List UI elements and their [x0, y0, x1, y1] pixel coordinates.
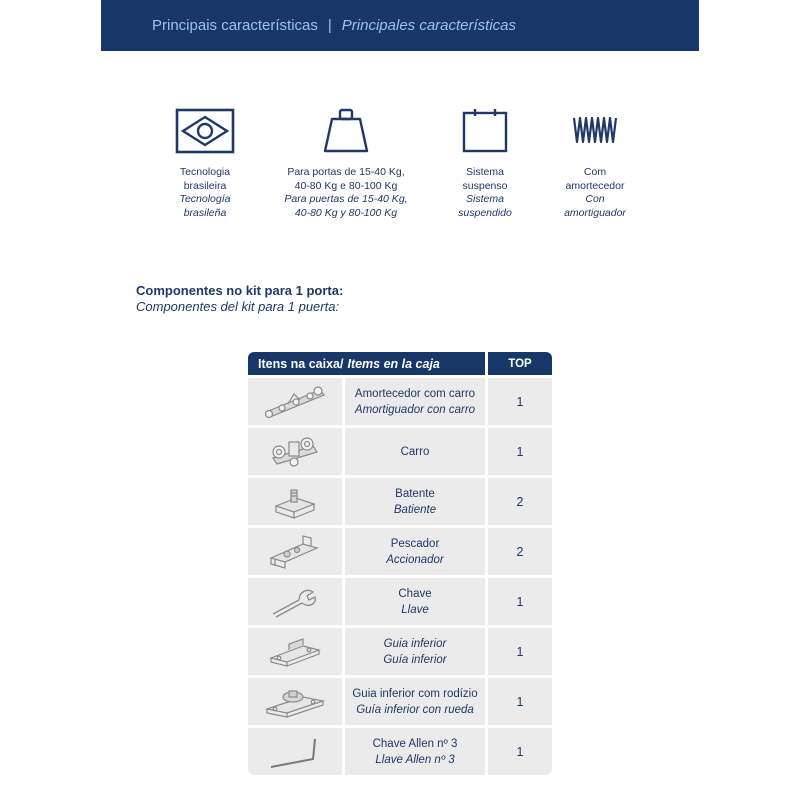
item-name [345, 578, 485, 625]
item-name-es: Guía inferior [383, 653, 447, 666]
feature-label-pt-2: amortecedor [565, 179, 625, 192]
item-name [345, 528, 485, 575]
kit-title-pt: Componentes no kit para 1 porta: [136, 283, 344, 298]
item-quantity: 1 [488, 628, 552, 675]
feature-damper [555, 108, 635, 220]
item-name [345, 678, 485, 725]
feature-label-es-1: Para puertas de 15-40 Kg, [284, 193, 408, 205]
item-name-es: Llave [401, 603, 429, 616]
banner-title-es: Principales características [341, 17, 517, 34]
item-name-pt: Chave Allen nº 3 [372, 737, 458, 750]
bottom-guide-wheel-image [248, 678, 342, 725]
item-name [345, 728, 485, 775]
feature-label-es-1: Sistema [466, 193, 504, 205]
table-row [248, 578, 552, 625]
feature-label-pt-2: suspenso [462, 179, 508, 192]
item-name-es: Guía inferior con rueda [356, 703, 474, 716]
feature-label-pt-2: brasileira [183, 179, 227, 192]
brazil-flag-icon [175, 108, 235, 154]
feature-suspended [444, 108, 526, 220]
item-name-es: Batiente [393, 503, 437, 516]
item-name-pt: Guia inferior com rodízio [352, 687, 478, 700]
components-table [248, 352, 552, 775]
item-quantity: 1 [488, 728, 552, 775]
banner-title [152, 17, 516, 34]
feature-label-es-1: Con [585, 193, 605, 205]
carriage-image [248, 428, 342, 475]
suspended-system-icon [461, 108, 509, 154]
stopper-image [248, 478, 342, 525]
table-row [248, 628, 552, 675]
kit-title-es: Componentes del kit para 1 puerta: [136, 299, 340, 314]
item-quantity: 1 [488, 378, 552, 425]
item-quantity: 2 [488, 478, 552, 525]
item-quantity: 1 [488, 428, 552, 475]
kit-components-title [136, 283, 343, 315]
feature-label-pt-2: 40-80 Kg e 80-100 Kg [294, 179, 398, 192]
feature-label-es-2: amortiguador [564, 206, 626, 219]
banner-title-pt: Principais características [152, 17, 318, 34]
feature-technology [160, 108, 250, 220]
bottom-guide-image [248, 628, 342, 675]
header-banner [101, 0, 699, 51]
item-quantity: 2 [488, 528, 552, 575]
header-items-pt: Itens na caixa/ [258, 356, 344, 371]
feature-label-es-1: Tecnología [179, 193, 231, 205]
item-name-es: Llave Allen nº 3 [375, 753, 455, 766]
banner-separator: | [327, 17, 332, 34]
feature-label-es-2: suspendido [458, 206, 512, 219]
weight-icon [322, 108, 370, 154]
item-quantity: 1 [488, 578, 552, 625]
item-name-pt: Amortecedor com carro [354, 387, 476, 400]
feature-label-pt-1: Com [583, 166, 607, 178]
header-items-es: Items en la caja [347, 356, 440, 371]
item-name-pt: Chave [398, 587, 432, 600]
damper-with-carriage-image [248, 378, 342, 425]
allen-key-image [248, 728, 342, 775]
table-row [248, 378, 552, 425]
table-row [248, 728, 552, 775]
feature-label-pt-1: Sistema [466, 166, 504, 178]
item-name-es: Accionador [386, 553, 444, 566]
feature-label-pt-1: Para portas de 15-40 Kg, [287, 166, 405, 178]
item-name-pt: Batente [395, 487, 435, 500]
table-row [248, 678, 552, 725]
header-items [248, 352, 485, 375]
catcher-image [248, 528, 342, 575]
item-name [345, 428, 485, 475]
item-name [345, 478, 485, 525]
feature-weight [275, 108, 417, 220]
item-quantity: 1 [488, 678, 552, 725]
wrench-image [248, 578, 342, 625]
item-name [345, 628, 485, 675]
table-row [248, 478, 552, 525]
header-top: TOP [488, 352, 552, 375]
table-header [248, 352, 552, 375]
item-name [345, 378, 485, 425]
spring-icon [571, 108, 619, 154]
item-name-pt: Carro [400, 445, 430, 458]
feature-label-es-2: brasileña [183, 206, 227, 219]
table-row [248, 428, 552, 475]
table-row [248, 528, 552, 575]
feature-label-pt-1: Tecnologia [179, 166, 231, 178]
item-name-pt: Pescador [390, 537, 440, 550]
item-name-pt: Guia inferior [383, 637, 447, 650]
item-name-es: Amortiguador con carro [354, 403, 476, 416]
feature-label-es-2: 40-80 Kg y 80-100 Kg [294, 206, 398, 219]
